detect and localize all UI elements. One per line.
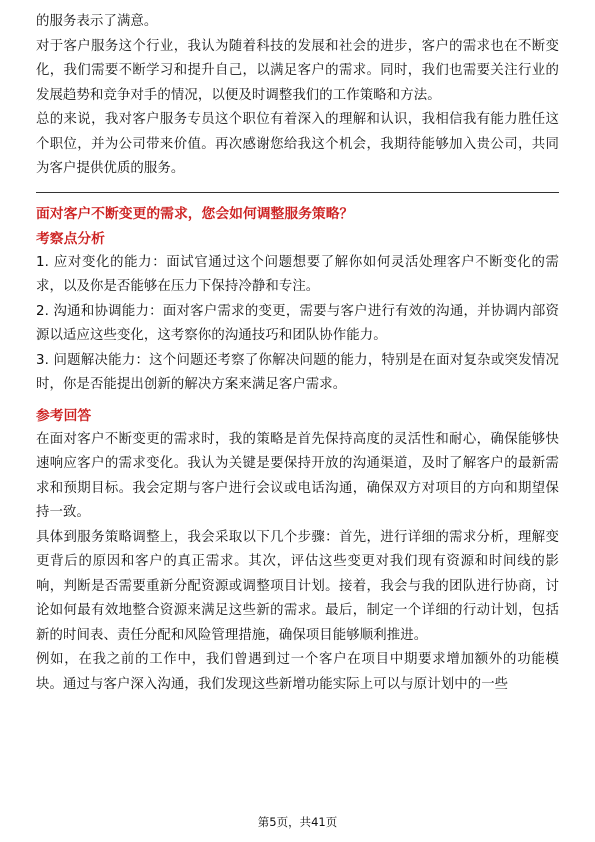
question-title: 面对客户不断变更的需求，您会如何调整服务策略？ <box>36 205 354 222</box>
analysis-item: 3. 问题解决能力：这个问题还考察了你解决问题的能力，特别是在面对复杂或突发情况时，你是否能提出创新的解决方案来满足客户需求。 <box>36 352 559 392</box>
answer-paragraph: 具体到服务策略调整上，我会采取以下几个步骤：首先，进行详细的需求分析，理解变更背后的原因和客户的真正需求。其次，评估这些变更对我们现有资源和时间线的影响，判断是否需要重新分配资源或调整项目计划。接着，我会与我的团队进行协商，讨论如何最有效地整合资源来满足这些新的需求。最后，制定一个详细的行动计划，包括新的时间表、责任分配和风险管理措施，确保项目能够顺利推进。 <box>36 529 559 643</box>
analysis-item: 1. 应对变化的能力：面试官通过这个问题想要了解你如何灵活处理客户不断变化的需求，以及你是否能够在压力下保持冷静和专注。 <box>36 254 559 294</box>
document-page <box>36 10 559 697</box>
intro-paragraph: 总的来说，我对客户服务专员这个职位有着深入的理解和认识，我相信我有能力胜任这个职位，并为公司带来价值。再次感谢您给我这个机会，我期待能够加入贵公司，共同为客户提供优质的服务。 <box>36 112 559 176</box>
answer-paragraph: 例如，在我之前的工作中，我们曾遇到过一个客户在项目中期要求增加额外的功能模块。通过与客户深入沟通，我们发现这些新增功能实际上可以与原计划中的一些 <box>36 652 559 692</box>
intro-paragraph: 的服务表示了满意。 <box>36 14 158 29</box>
intro-paragraph: 对于客户服务这个行业，我认为随着科技的发展和社会的进步，客户的需求也在不断变化，我们需要不断学习和提升自己，以满足客户的需求。同时，我们也需要关注行业的发展趋势和竞争对手的情况，以便及时调整我们的工作策略和方法。 <box>36 38 559 103</box>
section-divider <box>36 192 559 193</box>
page-number: 第5页，共41页 <box>257 815 338 829</box>
analysis-item: 2. 沟通和协调能力：面对客户需求的变更，需要与客户进行有效的沟通，并协调内部资源以适应这些变化，这考察你的沟通技巧和团队协作能力。 <box>36 303 559 343</box>
answer-paragraph: 在面对客户不断变更的需求时，我的策略是首先保持高度的灵活性和耐心，确保能够快速响应客户的需求变化。我认为关键是要保持开放的沟通渠道，及时了解客户的最新需求和预期目标。我会定期与客户进行会议或电话沟通，确保双方对项目的方向和期望保持一致。 <box>36 431 559 520</box>
answer-heading: 参考回答 <box>36 407 92 424</box>
analysis-heading: 考察点分析 <box>36 230 105 247</box>
